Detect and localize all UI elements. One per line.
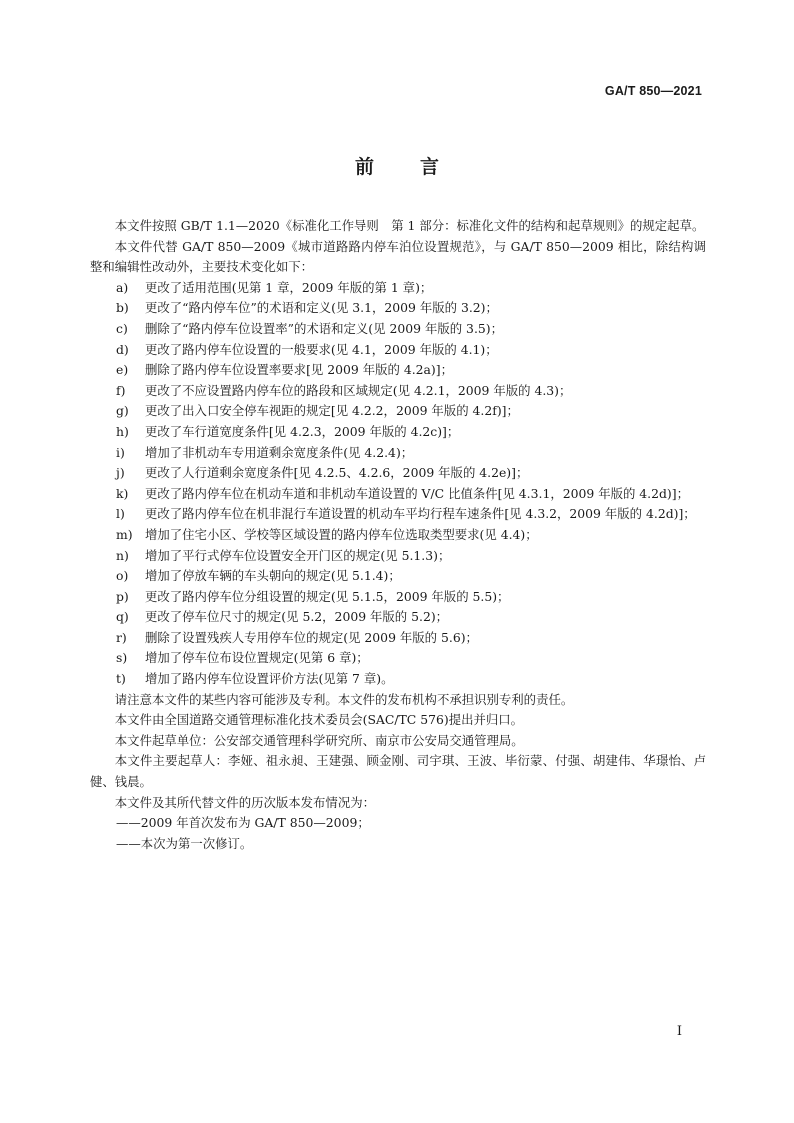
list-marker: q) — [116, 609, 129, 625]
list-marker: m) — [116, 526, 133, 542]
intro-paragraph: 本文件按照 GB/T 1.1—2020《标准化工作导则 第 1 部分：标准化文件的结构和起草规则》的规定起草。 — [114, 218, 705, 233]
list-marker: i) — [116, 444, 125, 460]
list-text: 增加了非机动车专用道剩余宽度条件(见 4.2.4)； — [145, 444, 414, 460]
list-item — [116, 319, 706, 340]
page-number: I — [676, 1024, 682, 1039]
document-code: GA/T 850—2021 — [604, 84, 702, 98]
list-marker: b) — [116, 300, 129, 316]
history-item: ——本次为第一次修订。 — [116, 835, 253, 851]
list-marker: a) — [116, 279, 129, 295]
list-marker: t) — [116, 671, 126, 687]
list-marker: n) — [116, 547, 129, 563]
list-marker: e) — [116, 362, 129, 378]
history-intro: 本文件及其所代替文件的历次版本发布情况为： — [114, 794, 375, 810]
list-text: 更改了人行道剩余宽度条件[见 4.2.5、4.2.6，2009 年版的 4.2e)]； — [145, 465, 529, 481]
list-item — [116, 340, 706, 361]
list-marker: f) — [116, 382, 126, 398]
list-marker: d) — [116, 341, 129, 357]
list-text: 更改了适用范围(见第 1 章，2009 年版的第 1 章)； — [145, 279, 433, 295]
list-marker: k) — [116, 485, 129, 501]
drafters-paragraph: 本文件主要起草人：李娅、祖永昶、王建强、顾金刚、司宇琪、王波、毕衍蒙、付强、胡建伟、华璟怡、卢健、钱晨。 — [90, 753, 706, 790]
list-marker: g) — [116, 403, 129, 419]
list-item — [116, 443, 706, 464]
list-text: 更改了路内停车位在机非混行车道设置的机动车平均行程车速条件[见 4.3.2，2009 年版的 4.2d)]； — [145, 506, 696, 522]
list-text: 增加了路内停车位设置评价方法(见第 7 章)。 — [145, 671, 394, 687]
list-item — [116, 628, 706, 649]
list-item — [116, 607, 706, 628]
list-item — [116, 381, 706, 402]
list-text: 更改了“路内停车位”的术语和定义(见 3.1，2009 年版的 3.2)； — [145, 300, 498, 316]
list-item — [116, 525, 706, 546]
list-text: 更改了路内停车位分组设置的规定(见 5.1.5，2009 年版的 5.5)； — [145, 588, 510, 604]
list-item — [116, 298, 706, 319]
list-item — [116, 546, 706, 567]
list-marker: j) — [116, 465, 125, 481]
patent-notice: 请注意本文件的某些内容可能涉及专利。本文件的发布机构不承担识别专利的责任。 — [114, 691, 574, 707]
list-item — [116, 360, 706, 381]
list-text: 更改了车行道宽度条件[见 4.2.3，2009 年版的 4.2c)]； — [145, 423, 460, 439]
proposer-paragraph: 本文件由全国道路交通管理标准化技术委员会(SAC/TC 576)提出并归口。 — [114, 712, 524, 728]
list-text: 更改了路内停车位在机动车道和非机动车道设置的 V/C 比值条件[见 4.3.1，2009 年版的 4.2d)]； — [145, 485, 689, 501]
list-text: 增加了停放车辆的车头朝向的规定(见 5.1.4)； — [145, 568, 401, 584]
list-text: 增加了住宅小区、学校等区域设置的路内停车位选取类型要求(见 4.4)； — [145, 526, 538, 542]
list-item — [116, 648, 706, 669]
list-text: 更改了不应设置路内停车位的路段和区域规定(见 4.2.1，2009 年版的 4.3)； — [145, 382, 572, 398]
page-title: 前言 — [354, 156, 485, 178]
list-marker: l) — [116, 506, 125, 522]
list-text: 增加了平行式停车位设置安全开门区的规定(见 5.1.3)； — [145, 547, 451, 563]
list-text: 增加了停车位布设位置规定(见第 6 章)； — [145, 650, 369, 666]
list-item — [116, 504, 706, 525]
list-item — [116, 587, 706, 608]
drafting-units: 本文件起草单位：公安部交通管理科学研究所、南京市公安局交通管理局。 — [114, 732, 524, 748]
list-item — [116, 422, 706, 443]
list-item — [116, 278, 706, 299]
list-marker: c) — [116, 320, 128, 336]
replacement-paragraph: 本文件代替 GA/T 850—2009《城市道路路内停车泊位设置规范》，与 GA/T 850—2009 相比，除结构调整和编辑性改动外，主要技术变化如下： — [90, 238, 706, 275]
list-item — [116, 463, 706, 484]
list-text: 更改了路内停车位设置的一般要求(见 4.1，2009 年版的 4.1)； — [145, 341, 498, 357]
changes-list — [90, 278, 706, 690]
list-text: 更改了出入口安全停车视距的规定[见 4.2.2，2009 年版的 4.2f)]； — [145, 403, 519, 419]
list-marker: s) — [116, 650, 128, 666]
list-marker: o) — [116, 568, 129, 584]
list-item — [116, 484, 706, 505]
list-marker: p) — [116, 588, 129, 604]
list-item — [116, 669, 706, 690]
list-marker: r) — [116, 629, 127, 645]
list-item — [116, 401, 706, 422]
list-marker: h) — [116, 423, 129, 439]
list-item — [116, 566, 706, 587]
list-text: 删除了设置残疾人专用停车位的规定(见 2009 年版的 5.6)； — [145, 629, 478, 645]
list-text: 删除了路内停车位设置率要求[见 2009 年版的 4.2a)]； — [145, 362, 453, 378]
history-item: ——2009 年首次发布为 GA/T 850—2009； — [116, 815, 370, 831]
foreword-body — [90, 216, 706, 854]
list-text: 删除了“路内停车位设置率”的术语和定义(见 2009 年版的 3.5)； — [145, 320, 503, 336]
list-text: 更改了停车位尺寸的规定(见 5.2，2009 年版的 5.2)； — [145, 609, 449, 625]
